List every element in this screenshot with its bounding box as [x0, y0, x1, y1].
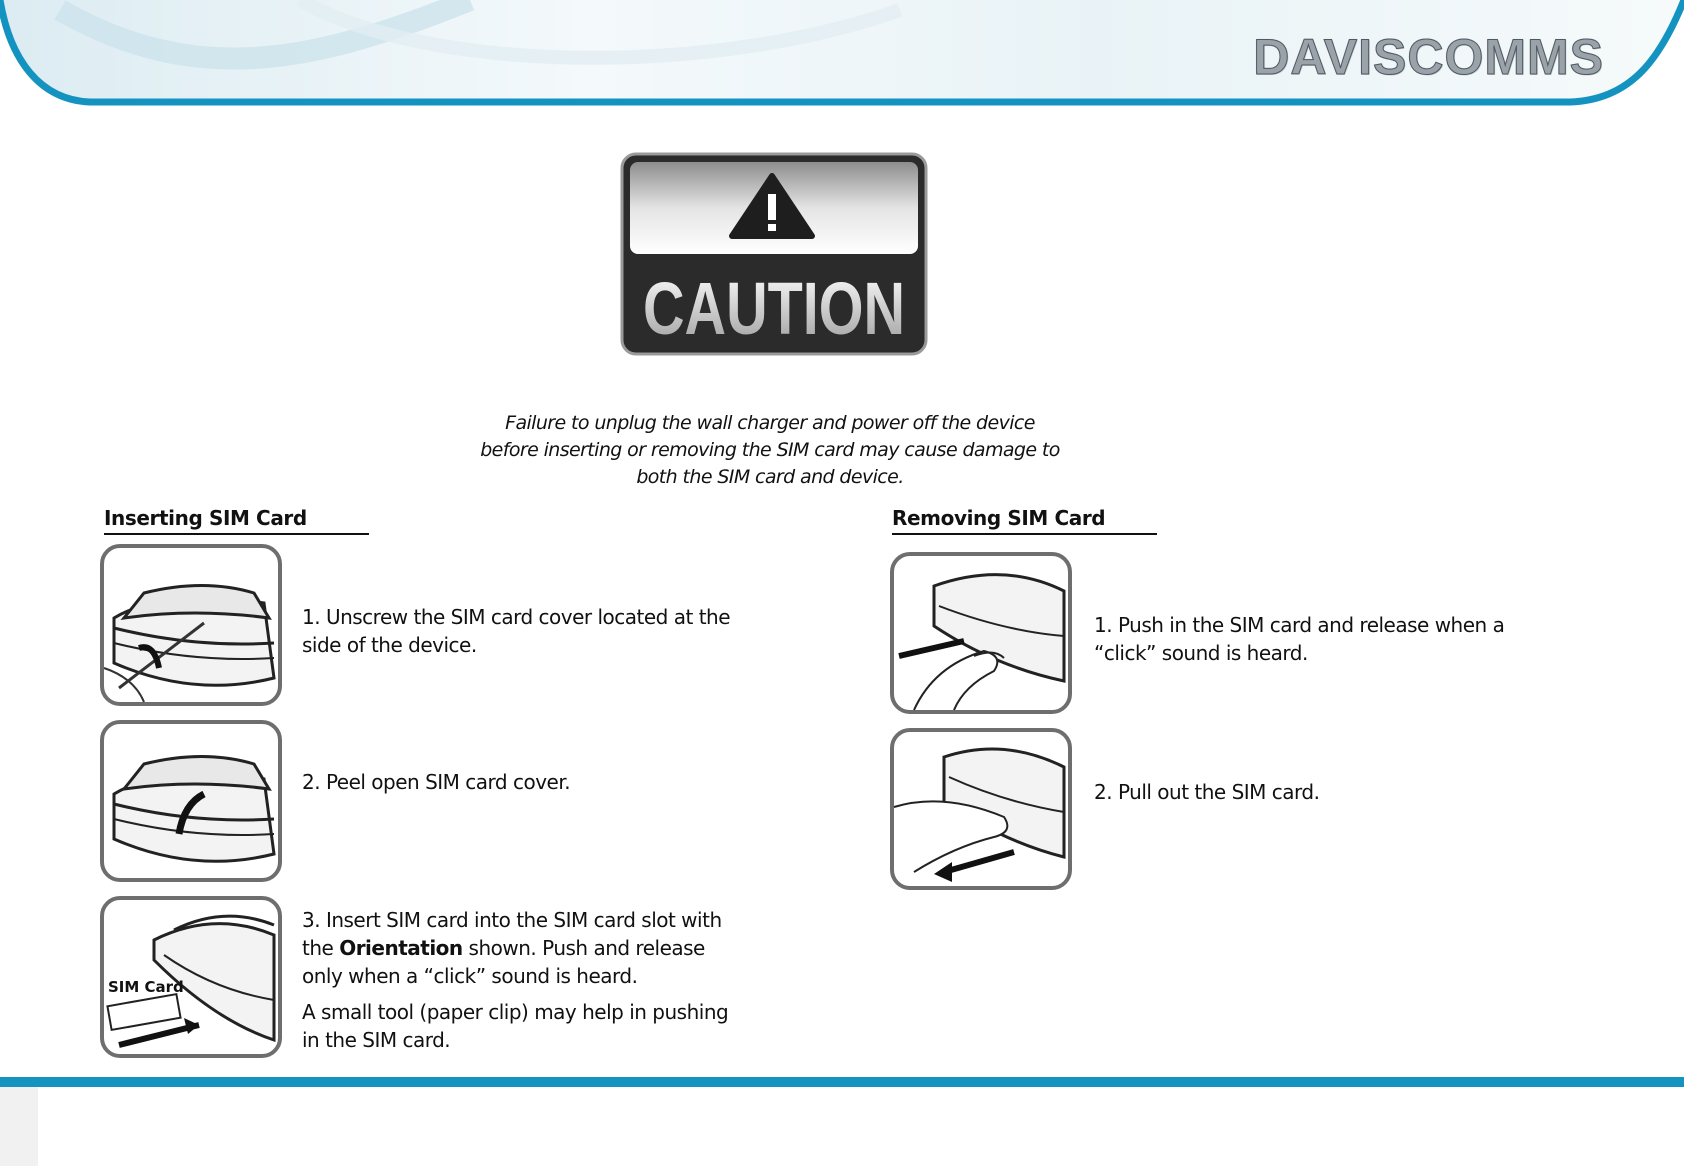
insert-step2-text: 2. Peel open SIM card cover.: [302, 770, 571, 794]
brand-logo: DAVISCOMMS: [1253, 29, 1604, 85]
warning-text: [470, 410, 1070, 491]
remove-step2-illustration: [890, 728, 1072, 890]
inserting-title: Inserting SIM Card: [104, 506, 369, 535]
insert-step1-illustration: [100, 544, 282, 706]
arrow-icon: [944, 852, 1014, 872]
caution-label: CAUTION: [643, 267, 905, 350]
remove-step2-text: 2. Pull out the SIM card.: [1094, 780, 1320, 804]
warning-line: Failure to unplug the wall charger and power off the device: [505, 412, 1035, 434]
step3-bold: Orientation: [339, 936, 463, 960]
remove-step1-text: 1. Push in the SIM card and release when a “click” sound is heard.: [1094, 613, 1505, 665]
header-banner: [0, 0, 1684, 110]
step3-note: A small tool (paper clip) may help in pushing in the SIM card.: [302, 1000, 729, 1052]
insert-step2-illustration: [100, 720, 282, 882]
insert-step1-text: 1. Unscrew the SIM card cover located at the side of the device.: [302, 605, 731, 657]
step3-part-a: 3. Insert SIM card into the SIM card slot with the: [302, 908, 722, 960]
warning-line: both the SIM card and device.: [636, 466, 904, 488]
arrow-icon: [899, 641, 964, 656]
insert-step3-text: [302, 906, 742, 1054]
footer-shade: [0, 1087, 38, 1166]
step3-part-b: shown. Push and release only when a “click” sound is heard.: [302, 936, 705, 988]
caution-sign: [620, 152, 928, 356]
footer-bar: [0, 1077, 1684, 1087]
removing-title: Removing SIM Card: [892, 506, 1157, 535]
sim-card-label: SIM Card: [108, 978, 184, 996]
remove-step1-illustration: [890, 552, 1072, 714]
insert-step3-illustration: [100, 896, 282, 1058]
warning-line: before inserting or removing the SIM card may cause damage to: [480, 439, 1060, 461]
